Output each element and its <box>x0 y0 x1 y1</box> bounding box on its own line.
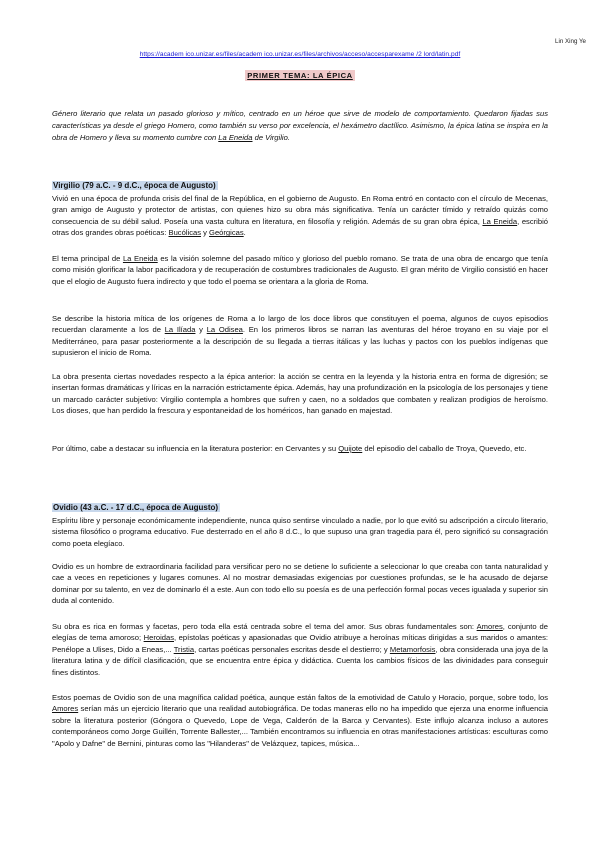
text-fragment: , conjunto de elegías de tema amoroso; <box>52 622 548 643</box>
ovidio-paragraph-4 <box>52 692 548 749</box>
page-title-text: PRIMER TEMA: LA ÉPICA <box>247 71 353 80</box>
text-fragment: Género literario que relata un pasado glorioso y mítico, centrado en un héroe que sirve de modelo de comportamiento. Quedaron fijadas sus características ya desde el griego Homero, como también su verso por excelencia, el hexámetro dactílico. Asimismo, la épica latina se inspira en la obra de Homero y lleva su momento cumbre con <box>52 109 548 143</box>
text-fragment: serían más un ejercicio literario que una realidad autobiográfica. De todas maneras ello no ha impedido que ejerza una enorme influencia sobre la literatura posterior (Góngora o Quevedo, Lope de Vega, Calderón de la Barca y Cervantes). Este influjo alcanza incluso a autores contemporáneos como Jorge Guillén, Torrente Ballester,... También encontramos su influencia en otras manifestaciones artísticas: esculturas como "Apolo y Dafne" de Bernini, pinturas como las "Hilanderas" de Velázquez, tapices, música... <box>52 704 548 748</box>
work-title: Amores <box>476 622 503 631</box>
virgilio-paragraph-3 <box>52 313 548 359</box>
text-fragment: Ovidio (43 a.C. - 17 d.C., época de Augusto) <box>53 503 219 512</box>
section-heading-ovidio <box>52 503 220 512</box>
text-fragment: , escribió otras dos grandes obras poéticas: <box>52 216 549 238</box>
text-fragment: Estos poemas de Ovidio son de una magnífica calidad poética, aunque están faltos de la emotividad de Catulo y Horacio, porque, sobre todo, los <box>52 693 548 702</box>
work-title: La Ilíada <box>164 325 196 335</box>
virgilio-paragraph-5 <box>52 443 548 454</box>
work-title: Tristia <box>173 644 195 654</box>
text-fragment: . En los primeros libros se narran las aventuras del héroe troyano en su viaje por el Mediterráneo, para pasar posteriormente a la descripción de su llegada a tierras itálicas y las luchas y pactos con los pueblos indígenas que supusieron el inicio de Roma. <box>52 325 548 358</box>
text-fragment: es la visión solemne del pasado mítico y glorioso del pueblo romano. Se trata de una obra de encargo que tenía como misión glorificar la labor pacificadora y de recuperación de costumbres tradicionales de Augusto. El gran mérito de Virgilio consistió en hacer que el elogio de Augusto fuera indirecto y que todo el poema se orientara a la gloria de Roma. <box>52 254 548 286</box>
virgilio-paragraph-2 <box>52 253 548 287</box>
text-fragment: Se describe la historia mítica de los orígenes de Roma a lo largo de los doce libros que constituyen el poema, algunos de cuyos episodios recuerdan claramente a los de <box>52 314 548 335</box>
work-title: Quijote <box>338 444 363 453</box>
text-fragment: Por último, cabe a destacar su influencia en la literatura posterior: en Cervantes y su <box>52 444 339 453</box>
source-link[interactable]: https://academ ico.unizar.es/files/academ ico.unizar.es/files/archivos/acceso/accesparexame /2 lord/latin.pdf <box>139 51 461 58</box>
intro-paragraph <box>52 108 548 145</box>
virgilio-paragraph-4: La obra presenta ciertas novedades respecto a la épica anterior: la acción se centra en la leyenda y la historia entra en forma de digresión; se insertan formas dramáticas y líricas en la narración estrictamente épica. Además, hay una profundización en la psicología de los personajes y tiene un marcado carácter subjetivo: Virgilio contempla a hombres que sufren y caen, no a soldados que combaten y realizan prodigios de heroísmo. Los dioses, que han perdido la frescura y espontaneidad de los homéricos, han ganado en majestad. <box>52 372 548 416</box>
work-title: La Odisea <box>206 325 243 335</box>
work-title: Heroidas <box>143 633 174 643</box>
text-fragment: y <box>195 325 207 335</box>
ovidio-paragraph-3 <box>52 621 548 678</box>
work-title: Geórgicas <box>209 228 244 238</box>
text-fragment: , epístolas poéticas y apasionadas que Ovidio atribuye a heroínas míticas dirigidas a sus maridos o amantes: Penélope a Ulises, Dido a Eneas,... <box>52 633 548 654</box>
text-fragment: , cartas poéticas personales escritas desde el destierro; y <box>194 644 390 654</box>
text-fragment: El tema principal de <box>52 254 123 263</box>
author-name: Lin Xing Ye <box>555 38 586 45</box>
work-title: Bucólicas <box>168 228 202 238</box>
page-title <box>0 71 600 80</box>
work-title: Metamorfosis <box>389 644 436 654</box>
text-fragment: Vivió en una época de profunda crisis del final de la República, en el gobierno de Augusto. En Roma entró en contacto con el círculo de Mecenas, gran amigo de Augusto y protector de artistas, con quienes hizo su obra más significativa. Tenía un carácter tímido y retraído quizás como consecuencia de su débil salud. Poseía una vasta cultura en literatura, en filosofía y religión. Además de su gran obra épica, <box>52 194 548 226</box>
text-fragment: de Virgilio. <box>252 133 290 143</box>
work-title: La Eneida <box>122 254 158 263</box>
text-fragment: del episodio del caballo de Troya, Quevedo, etc. <box>362 444 527 453</box>
text-fragment: , obra considerada una joya de la literatura latina y de difícil clasificación, que se encuentra entre épica y didáctica. Cuenta los cambios físicos de las divinidades para conseguir fines distintos. <box>52 644 548 677</box>
work-title: Amores <box>52 704 79 714</box>
work-title: La Eneida <box>218 133 253 143</box>
work-title: La Eneida <box>482 216 518 226</box>
text-fragment: Su obra es rica en formas y facetas, pero toda ella está centrada sobre el tema del amor. Sus obras fundamentales son: <box>52 622 477 631</box>
virgilio-paragraph-1 <box>52 193 548 239</box>
text-fragment: Virgilio (79 a.C. - 9 d.C., época de Augusto) <box>53 181 216 190</box>
section-heading-virgilio <box>52 181 218 190</box>
ovidio-paragraph-2: Ovidio es un hombre de extraordinaria facilidad para versificar pero no se detiene lo suficiente a seleccionar lo que creaba con tanta naturalidad y cae a veces en repeticiones y lugares comunes. Al no mostrar demasiadas exigencias por cuestiones profundas, se le ha acusado de dejarse dominar por su talento, en vez de dominarlo él a este. Aun con todo ello su poesía es de una perfección formal pocas veces igualada y superior sin duda al contenido. <box>52 562 548 606</box>
ovidio-paragraph-1: Espíritu libre y personaje económicamente independiente, nunca quiso sentirse vinculado a nadie, por lo que evitó su adscripción a círculo literario, sistema filosófico o programa educativo. Fue desterrado en el año 8 d.C., lo que supuso una gran tragedia para él, pero significó su consagración como poeta elegíaco. <box>52 516 548 548</box>
text-fragment: y <box>201 228 210 238</box>
text-fragment: . <box>243 228 246 238</box>
